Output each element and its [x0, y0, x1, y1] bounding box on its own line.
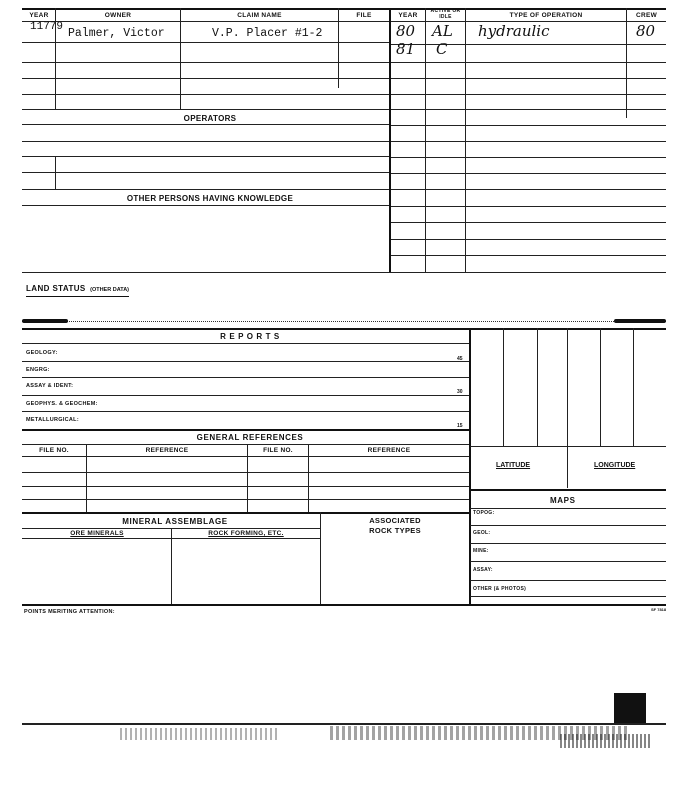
- report-geology-num: 45: [457, 356, 463, 362]
- entry-claim-name: V.P. Placer #1-2: [212, 27, 323, 40]
- mineral-assemblage-title: MINERAL ASSEMBLAGE: [122, 517, 228, 526]
- form-code: SF 7818: [651, 607, 667, 612]
- header-claim-name: CLAIM NAME: [237, 12, 282, 19]
- op-status-2: C: [436, 40, 448, 58]
- operators-label: OPERATORS: [183, 114, 237, 123]
- report-assay: ASSAY & IDENT:: [26, 383, 74, 389]
- maps-other: OTHER (& PHOTOS): [473, 586, 527, 592]
- op-year-1: 80: [396, 22, 416, 40]
- header-year-2: YEAR: [398, 12, 418, 19]
- header-active-or-idle: ACTIVE OR IDLE: [430, 8, 461, 20]
- report-geophys: GEOPHYS. & GEOCHEM:: [26, 401, 98, 407]
- maps-title: MAPS: [550, 496, 576, 505]
- entry-year: 11779: [30, 21, 64, 33]
- land-status-title: LAND STATUS: [26, 284, 86, 293]
- general-references-title: GENERAL REFERENCES: [196, 433, 304, 442]
- ref-col-file-no-2: FILE NO.: [263, 447, 293, 454]
- maps-geol: GEOL:: [473, 530, 491, 536]
- header-owner: OWNER: [104, 12, 132, 19]
- reports-title: R E P O R T S: [220, 332, 280, 341]
- other-persons-label: OTHER PERSONS HAVING KNOWLEDGE: [126, 194, 294, 203]
- associated-label: ASSOCIATED: [369, 516, 421, 525]
- longitude-label: LONGITUDE: [594, 462, 636, 469]
- ref-col-reference-2: REFERENCE: [367, 447, 411, 454]
- header-year: YEAR: [29, 12, 49, 19]
- land-status-sublabel: (OTHER DATA): [90, 287, 130, 293]
- land-status-label: [26, 278, 129, 297]
- header-type-of-operation: TYPE OF OPERATION: [509, 12, 583, 19]
- report-engrg: ENGRG:: [26, 367, 50, 373]
- header-crew: CREW: [635, 12, 658, 19]
- ref-col-file-no-1: FILE NO.: [39, 447, 69, 454]
- rock-types-label: ROCK TYPES: [369, 526, 421, 535]
- report-geology: GEOLOGY:: [26, 350, 58, 356]
- op-year-2: 81: [396, 40, 416, 58]
- maps-mine: MINE:: [473, 548, 489, 554]
- entry-owner: Palmer, Victor: [68, 27, 165, 40]
- op-crew-1: 80: [636, 22, 656, 40]
- ref-col-reference-1: REFERENCE: [145, 447, 189, 454]
- report-assay-num: 30: [457, 389, 463, 395]
- report-metallurgical: METALLURGICAL:: [26, 417, 79, 423]
- maps-topog: TOPOG:: [473, 510, 495, 516]
- header-file: FILE: [356, 12, 372, 19]
- op-status-1: AL: [432, 22, 453, 40]
- latitude-label: LATITUDE: [496, 462, 531, 469]
- op-type-1: hydraulic: [478, 22, 550, 40]
- maps-assay: ASSAY:: [473, 567, 493, 573]
- rock-forming-label: ROCK FORMING, ETC.: [208, 530, 284, 537]
- report-metallurgical-num: 15: [457, 423, 463, 429]
- points-meriting-attention: POINTS MERITING ATTENTION:: [24, 609, 115, 615]
- ore-minerals-label: ORE MINERALS: [70, 530, 124, 537]
